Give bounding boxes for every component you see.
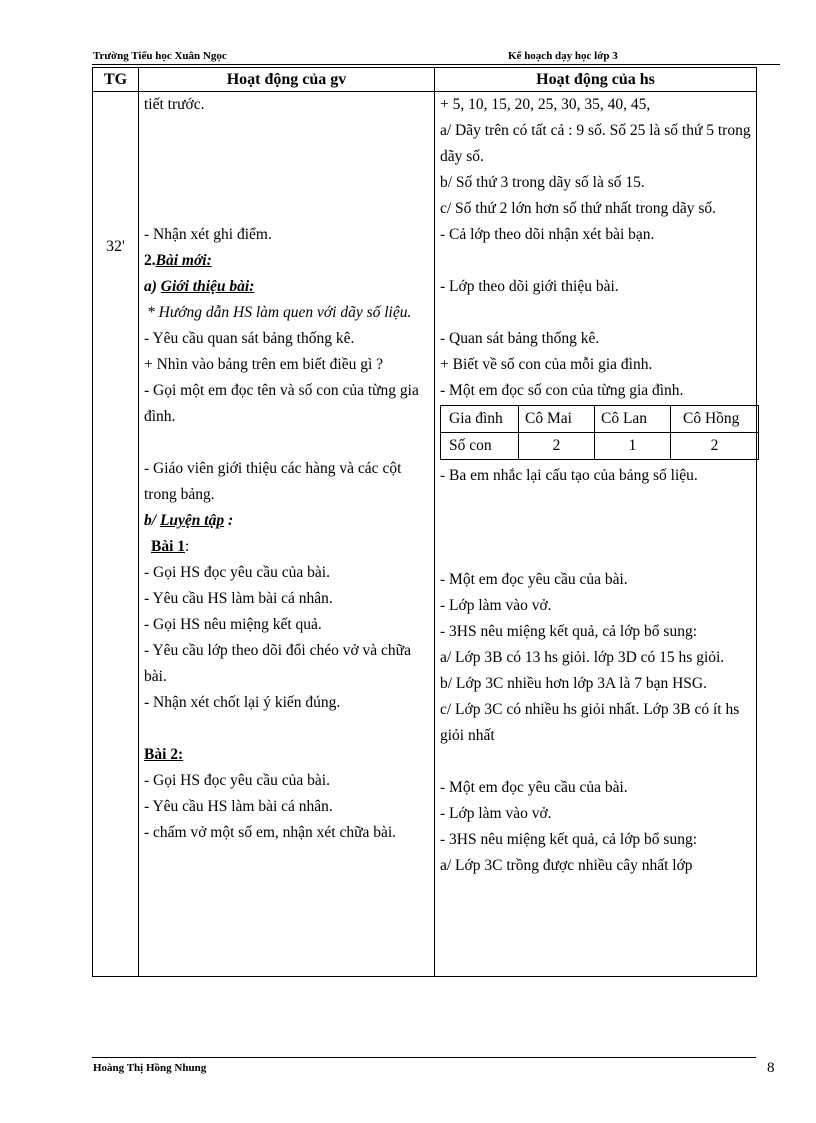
gv-heading-exercise-2: Bài 2:	[144, 746, 184, 763]
student-activities	[435, 92, 757, 977]
header-hs: Hoạt động của hs	[435, 68, 757, 92]
table-body-row	[93, 92, 757, 977]
header-tg: TG	[93, 68, 139, 92]
lesson-table	[92, 67, 757, 977]
family-children-table	[440, 405, 759, 460]
family-cell: Số con	[441, 433, 519, 460]
family-count-row	[441, 433, 759, 460]
page-number: 8	[767, 1060, 775, 1076]
gv-line: + Nhìn vào bảng trên em biết điều gì ?	[144, 356, 384, 373]
hs-line: a/ Lớp 3C trồng được nhiều cây nhất lớp	[440, 857, 693, 874]
hs-line: + 5, 10, 15, 20, 25, 30, 35, 40, 45,	[440, 96, 651, 113]
family-cell: Gia đình	[441, 406, 519, 433]
hs-line: - Một em đọc yêu cầu của bài.	[440, 779, 628, 796]
gv-line: - Gọi HS nêu miệng kết quả.	[144, 616, 322, 633]
hs-line: - Ba em nhắc lại cấu tạo của bảng số liệu.	[440, 467, 698, 484]
hs-line: c/ Lớp 3C có nhiều hs giỏi nhất. Lớp 3B có ít hs giỏi nhất	[440, 701, 740, 744]
gv-line: - Nhận xét ghi điểm.	[144, 226, 272, 243]
hs-line: a/ Lớp 3B có 13 hs giỏi. lớp 3D có 15 hs giỏi.	[440, 649, 725, 666]
hs-line: - Quan sát bảng thống kê.	[440, 330, 600, 347]
gv-line: - Gọi HS đọc yêu cầu của bài.	[144, 564, 330, 581]
hs-line: - Một em đọc số con của từng gia đình.	[440, 382, 684, 399]
gv-heading-practice: b/ Luyện tập :	[144, 512, 234, 529]
gv-line: - Yêu cầu lớp theo dõi đổi chéo vở và chữa bài.	[144, 642, 411, 685]
hs-line: b/ Số thứ 3 trong dãy số là số 15.	[440, 174, 645, 191]
footer-author: Hoàng Thị Hồng Nhung	[93, 1062, 207, 1074]
hs-line: b/ Lớp 3C nhiều hơn lớp 3A là 7 bạn HSG.	[440, 675, 707, 692]
gv-line: - chấm vở một số em, nhận xét chữa bài.	[144, 824, 397, 841]
gv-heading-new-lesson: 2.Bài mới:	[144, 252, 212, 269]
hs-line: - 3HS nêu miệng kết quả, cả lớp bổ sung:	[440, 831, 698, 848]
plan-title: Kế hoạch dạy học lớp 3	[508, 50, 618, 62]
gv-line: - Yêu cầu HS làm bài cá nhân.	[144, 798, 333, 815]
hs-line: - Một em đọc yêu cầu của bài.	[440, 571, 628, 588]
hs-line: - Cả lớp theo dõi nhận xét bài bạn.	[440, 226, 655, 243]
gv-line: * Hướng dẫn HS làm quen với dãy số liệu.	[147, 304, 412, 321]
hs-line: + Biết về số con của mỗi gia đình.	[440, 356, 653, 373]
time-value: 32'	[106, 238, 125, 255]
hs-line: - Lớp làm vào vở.	[440, 805, 552, 822]
page-header	[93, 50, 763, 64]
teacher-activities	[139, 92, 435, 977]
school-name: Trường Tiểu học Xuân Ngọc	[93, 50, 227, 62]
gv-line: - Gọi HS đọc yêu cầu của bài.	[144, 772, 330, 789]
family-cell: Cô Hồng	[671, 406, 759, 433]
gv-line: - Yêu cầu HS làm bài cá nhân.	[144, 590, 333, 607]
family-cell: 2	[671, 433, 759, 460]
family-cell: 1	[595, 433, 671, 460]
family-cell: Cô Lan	[595, 406, 671, 433]
hs-line: c/ Số thứ 2 lớn hơn số thứ nhất trong dãy số.	[440, 200, 717, 217]
family-cell: 2	[519, 433, 595, 460]
header-gv: Hoạt động của gv	[139, 68, 435, 92]
family-cell: Cô Mai	[519, 406, 595, 433]
hs-line: a/ Dãy trên có tất cả : 9 số. Số 25 là số thứ 5 trong dãy số.	[440, 122, 751, 165]
family-header-row	[441, 406, 759, 433]
gv-line: - Gọi một em đọc tên và số con của từng gia đình.	[144, 382, 419, 425]
header-rule	[92, 64, 780, 65]
gv-line: - Giáo viên giới thiệu các hàng và các cột trong bảng.	[144, 460, 402, 503]
gv-line: - Nhận xét chốt lại ý kiến đúng.	[144, 694, 341, 711]
gv-line: tiết trước.	[144, 96, 205, 113]
gv-heading-exercise-1: Bài 1:	[151, 538, 190, 555]
table-header-row	[93, 68, 757, 92]
gv-heading-intro: a) Giới thiệu bài:	[144, 278, 255, 295]
hs-line: - Lớp làm vào vở.	[440, 597, 552, 614]
hs-line: - 3HS nêu miệng kết quả, cả lớp bổ sung:	[440, 623, 698, 640]
hs-line: - Lớp theo dõi giới thiệu bài.	[440, 278, 619, 295]
footer-rule	[92, 1057, 756, 1058]
gv-line: - Yêu cầu quan sát bảng thống kê.	[144, 330, 355, 347]
time-cell	[93, 92, 139, 977]
